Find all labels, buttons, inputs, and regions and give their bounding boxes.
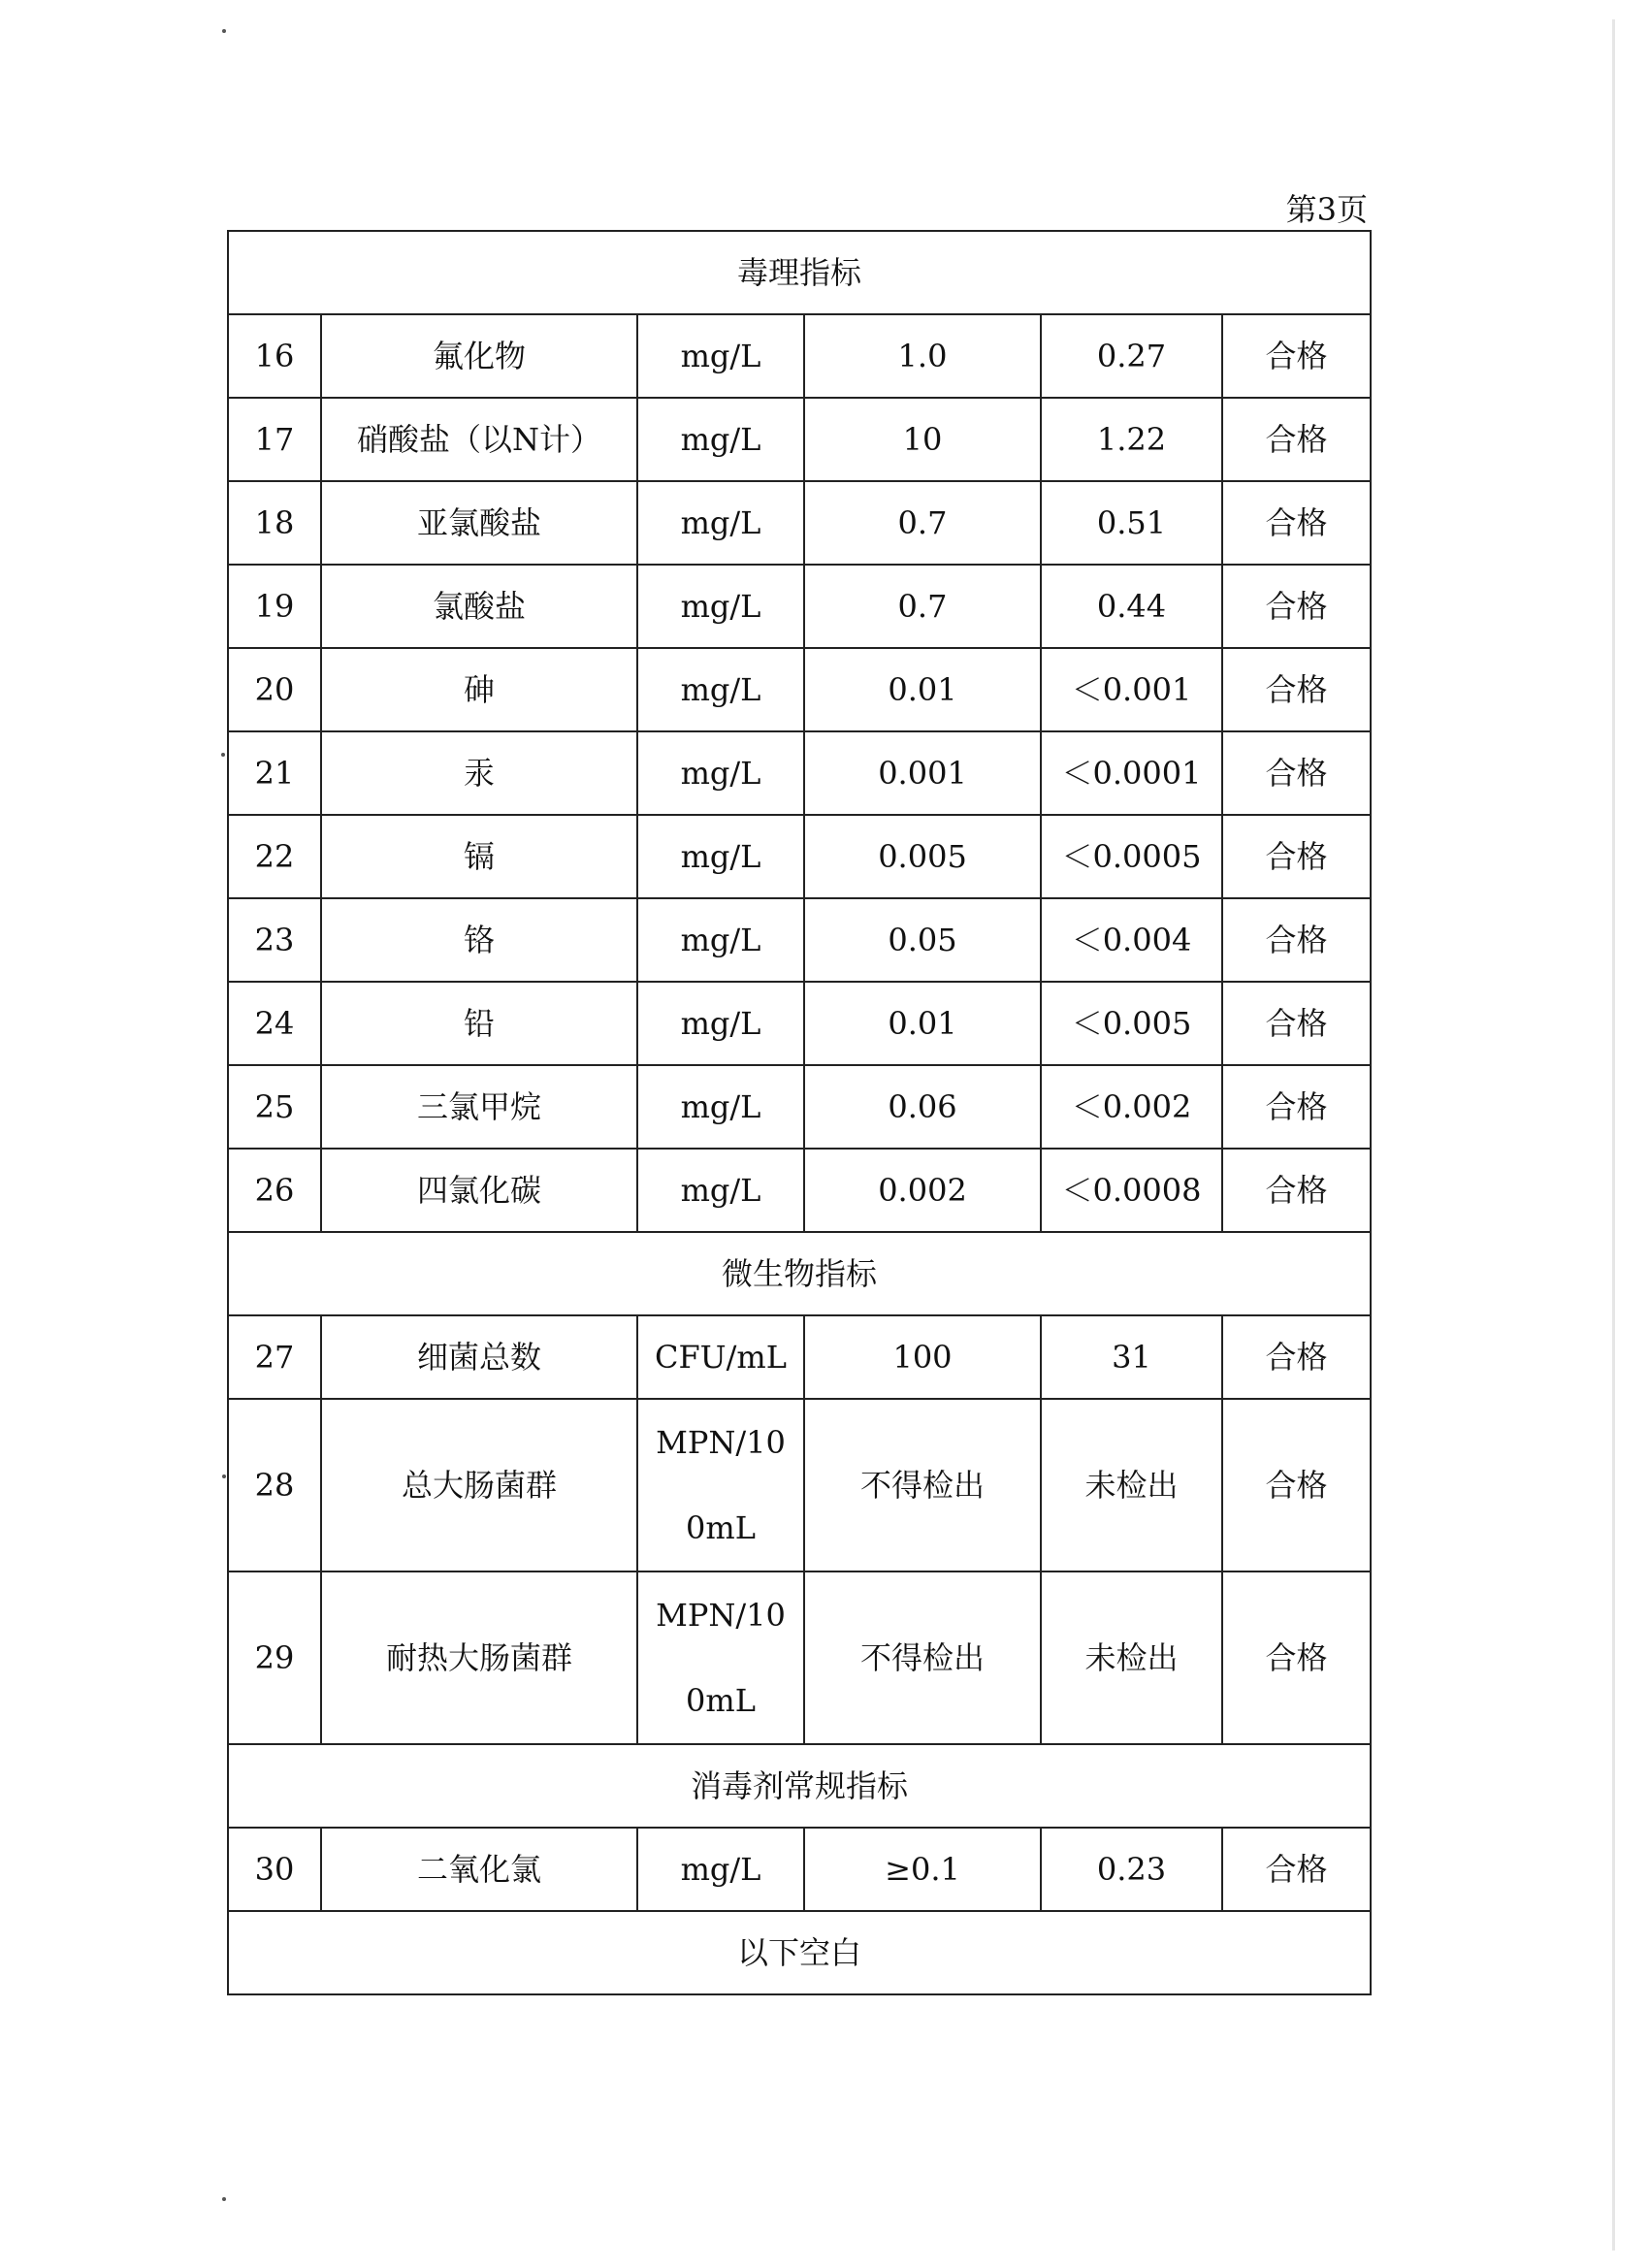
- row-number-cell: 18: [228, 481, 321, 565]
- table-row: [228, 898, 1371, 982]
- test-result-cell: 31: [1041, 1315, 1222, 1399]
- section-header-row: [228, 1232, 1371, 1315]
- unit-cell: mg/L: [637, 1065, 804, 1149]
- table-row: [228, 565, 1371, 648]
- verdict-cell: 合格: [1222, 1399, 1371, 1571]
- test-result-cell: ＜0.005: [1041, 982, 1222, 1065]
- standard-limit-cell: 0.005: [804, 815, 1041, 898]
- verdict-cell: 合格: [1222, 1571, 1371, 1744]
- unit-text: MPN/100mL: [656, 1424, 786, 1546]
- standard-limit-cell: 0.001: [804, 731, 1041, 815]
- standard-limit-cell: 0.002: [804, 1149, 1041, 1232]
- test-result-cell: ＜0.002: [1041, 1065, 1222, 1149]
- test-result-cell: 0.23: [1041, 1828, 1222, 1911]
- test-item-cell: 氟化物: [321, 314, 637, 398]
- table-row: [228, 815, 1371, 898]
- unit-cell: mg/L: [637, 565, 804, 648]
- page-number: 第3页: [1285, 191, 1368, 228]
- verdict-cell: 合格: [1222, 815, 1371, 898]
- unit-cell: mg/L: [637, 398, 804, 481]
- verdict-cell: 合格: [1222, 648, 1371, 731]
- unit-cell: mg/L: [637, 1149, 804, 1232]
- table-row: [228, 1065, 1371, 1149]
- row-number-cell: 22: [228, 815, 321, 898]
- test-item-cell: 二氧化氯: [321, 1828, 637, 1911]
- row-number-cell: 21: [228, 731, 321, 815]
- unit-cell: mg/L: [637, 731, 804, 815]
- table-row: [228, 731, 1371, 815]
- test-item-cell: 硝酸盐（以N计）: [321, 398, 637, 481]
- test-item-cell: 镉: [321, 815, 637, 898]
- test-result-cell: 未检出: [1041, 1399, 1222, 1571]
- test-result-cell: ＜0.0005: [1041, 815, 1222, 898]
- test-results-table: [227, 230, 1372, 1995]
- verdict-cell: 合格: [1222, 1065, 1371, 1149]
- row-number-cell: 16: [228, 314, 321, 398]
- test-item-cell: 砷: [321, 648, 637, 731]
- test-result-cell: ＜0.0001: [1041, 731, 1222, 815]
- standard-limit-cell: 0.05: [804, 898, 1041, 982]
- test-result-cell: 未检出: [1041, 1571, 1222, 1744]
- standard-limit-cell: 0.01: [804, 648, 1041, 731]
- test-item-cell: 耐热大肠菌群: [321, 1571, 637, 1744]
- test-item-cell: 三氯甲烷: [321, 1065, 637, 1149]
- standard-limit-cell: 100: [804, 1315, 1041, 1399]
- verdict-cell: 合格: [1222, 1149, 1371, 1232]
- row-number-cell: 27: [228, 1315, 321, 1399]
- test-item-cell: 总大肠菌群: [321, 1399, 637, 1571]
- standard-limit-cell: 10: [804, 398, 1041, 481]
- test-result-cell: ＜0.004: [1041, 898, 1222, 982]
- table-row: [228, 1149, 1371, 1232]
- footer-row: [228, 1911, 1371, 1994]
- scan-speck: [221, 753, 225, 757]
- scan-speck: [222, 29, 226, 33]
- row-number-cell: 19: [228, 565, 321, 648]
- table-row: [228, 481, 1371, 565]
- blank-below-note: 以下空白: [228, 1911, 1371, 1994]
- table-row: [228, 314, 1371, 398]
- row-number-cell: 25: [228, 1065, 321, 1149]
- table-row: [228, 1571, 1371, 1744]
- unit-cell: mg/L: [637, 314, 804, 398]
- row-number-cell: 24: [228, 982, 321, 1065]
- test-item-cell: 四氯化碳: [321, 1149, 637, 1232]
- standard-limit-cell: 不得检出: [804, 1399, 1041, 1571]
- table-body: [228, 231, 1371, 1994]
- verdict-cell: 合格: [1222, 565, 1371, 648]
- standard-limit-cell: 不得检出: [804, 1571, 1041, 1744]
- section-title: 毒理指标: [228, 231, 1371, 314]
- test-item-cell: 亚氯酸盐: [321, 481, 637, 565]
- section-header-row: [228, 1744, 1371, 1828]
- table-row: [228, 648, 1371, 731]
- scan-speck: [222, 2197, 226, 2201]
- test-item-cell: 氯酸盐: [321, 565, 637, 648]
- verdict-cell: 合格: [1222, 481, 1371, 565]
- table-row: [228, 398, 1371, 481]
- standard-limit-cell: 0.06: [804, 1065, 1041, 1149]
- test-result-cell: 0.27: [1041, 314, 1222, 398]
- section-title: 消毒剂常规指标: [228, 1744, 1371, 1828]
- scan-edge-shadow: [1612, 19, 1615, 2251]
- unit-cell: CFU/mL: [637, 1315, 804, 1399]
- test-result-cell: 1.22: [1041, 398, 1222, 481]
- verdict-cell: 合格: [1222, 898, 1371, 982]
- unit-cell: mg/L: [637, 1828, 804, 1911]
- unit-cell: mg/L: [637, 481, 804, 565]
- standard-limit-cell: 0.01: [804, 982, 1041, 1065]
- row-number-cell: 30: [228, 1828, 321, 1911]
- unit-cell: mg/L: [637, 648, 804, 731]
- row-number-cell: 28: [228, 1399, 321, 1571]
- test-item-cell: 铬: [321, 898, 637, 982]
- verdict-cell: 合格: [1222, 398, 1371, 481]
- unit-cell: [637, 1399, 804, 1571]
- table-row: [228, 1828, 1371, 1911]
- standard-limit-cell: 1.0: [804, 314, 1041, 398]
- verdict-cell: 合格: [1222, 1315, 1371, 1399]
- table-row: [228, 982, 1371, 1065]
- section-title: 微生物指标: [228, 1232, 1371, 1315]
- unit-cell: [637, 1571, 804, 1744]
- test-result-cell: ＜0.0008: [1041, 1149, 1222, 1232]
- standard-limit-cell: 0.7: [804, 481, 1041, 565]
- unit-cell: mg/L: [637, 815, 804, 898]
- unit-cell: mg/L: [637, 982, 804, 1065]
- unit-text: MPN/100mL: [656, 1597, 786, 1719]
- test-result-cell: 0.44: [1041, 565, 1222, 648]
- row-number-cell: 17: [228, 398, 321, 481]
- row-number-cell: 29: [228, 1571, 321, 1744]
- standard-limit-cell: 0.7: [804, 565, 1041, 648]
- verdict-cell: 合格: [1222, 982, 1371, 1065]
- table-row: [228, 1399, 1371, 1571]
- row-number-cell: 20: [228, 648, 321, 731]
- test-result-cell: ＜0.001: [1041, 648, 1222, 731]
- standard-limit-cell: ≥0.1: [804, 1828, 1041, 1911]
- row-number-cell: 26: [228, 1149, 321, 1232]
- verdict-cell: 合格: [1222, 314, 1371, 398]
- section-header-row: [228, 231, 1371, 314]
- unit-cell: mg/L: [637, 898, 804, 982]
- test-result-cell: 0.51: [1041, 481, 1222, 565]
- table-row: [228, 1315, 1371, 1399]
- row-number-cell: 23: [228, 898, 321, 982]
- test-item-cell: 细菌总数: [321, 1315, 637, 1399]
- verdict-cell: 合格: [1222, 731, 1371, 815]
- test-item-cell: 汞: [321, 731, 637, 815]
- test-item-cell: 铅: [321, 982, 637, 1065]
- scan-speck: [222, 1474, 226, 1478]
- verdict-cell: 合格: [1222, 1828, 1371, 1911]
